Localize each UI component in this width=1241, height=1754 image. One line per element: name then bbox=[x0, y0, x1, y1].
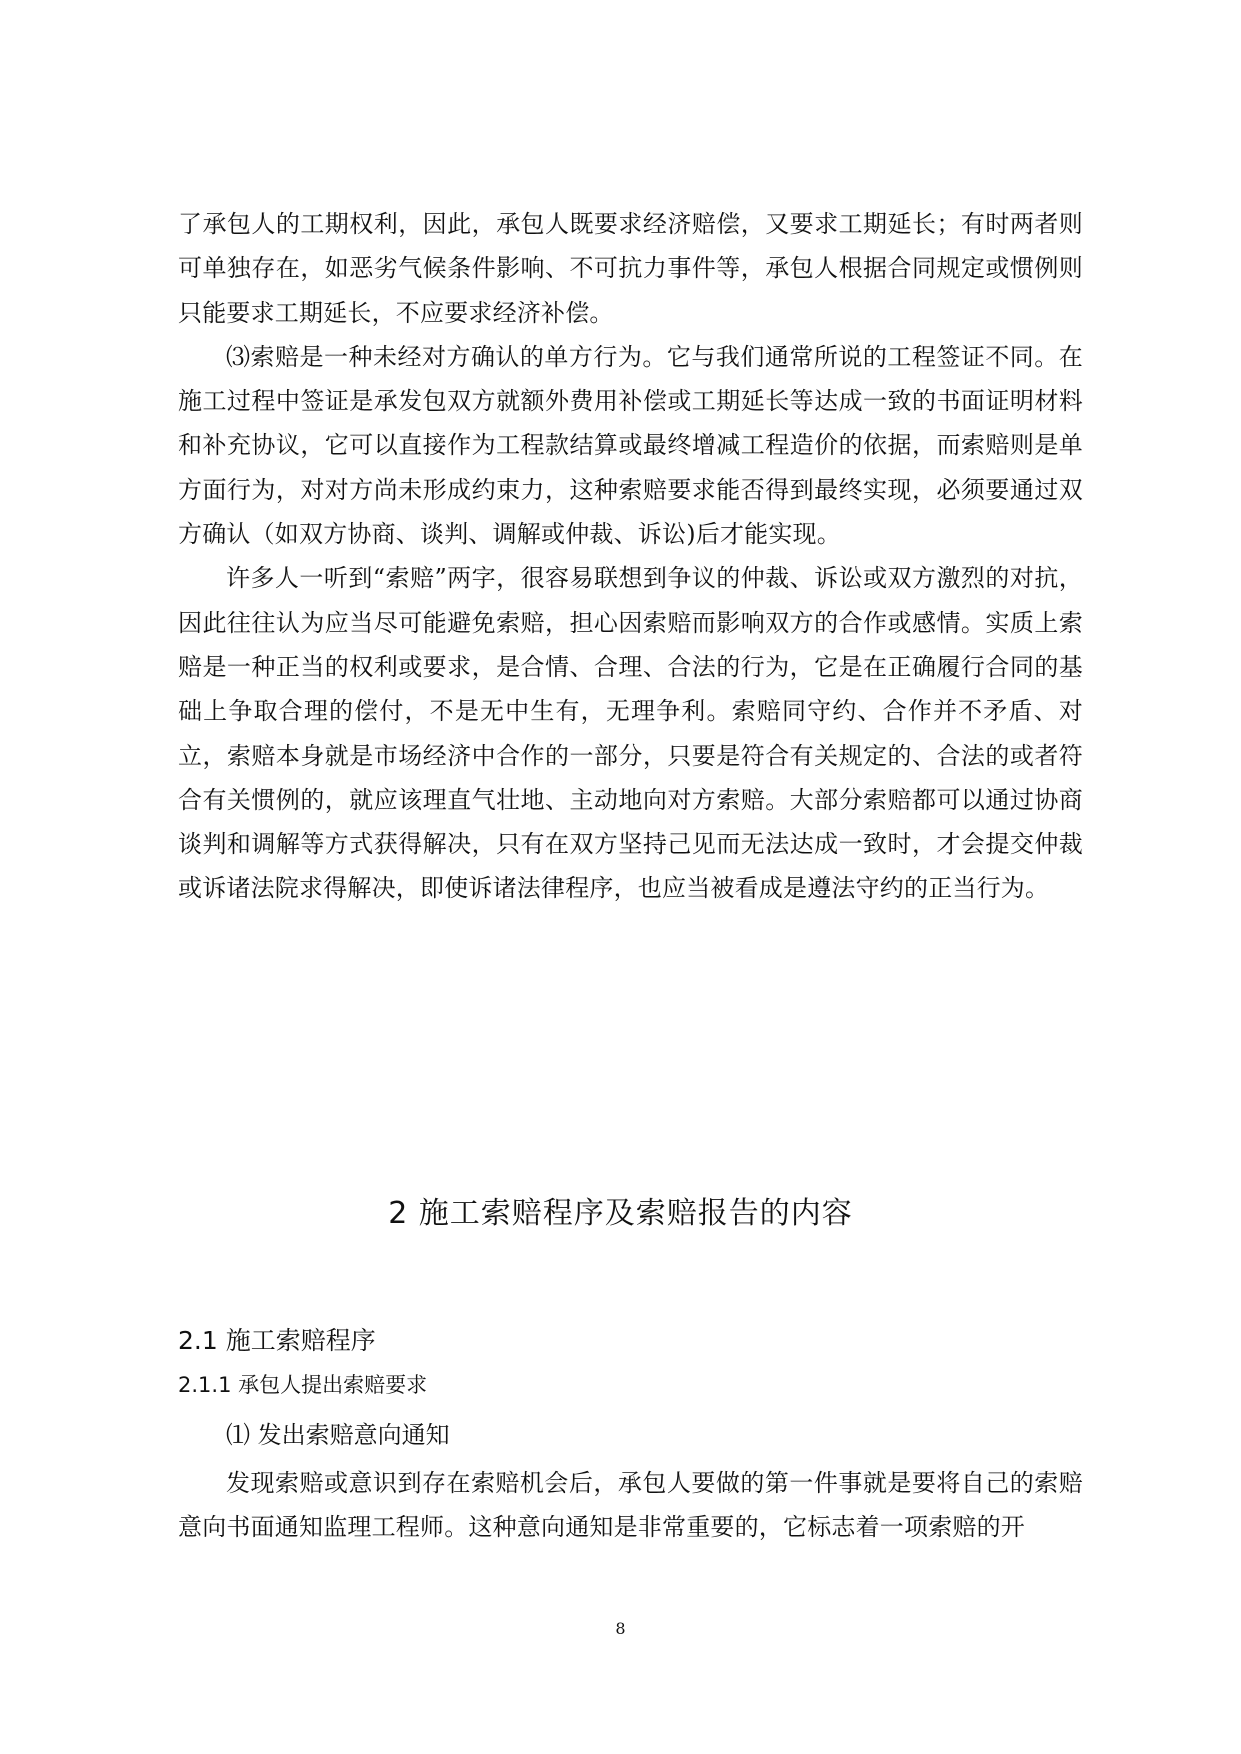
body-text-upper bbox=[178, 202, 1083, 911]
item-heading: ⑴ 发出索赔意向通知 bbox=[226, 1421, 450, 1449]
paragraph-1: 了承包人的工期权利，因此，承包人既要求经济赔偿，又要求工期延长；有时两者则可单独存在，如恶劣气候条件影响、不可抗力事件等，承包人根据合同规定或惯例则只能要求工期延长，不应要求经济补偿。 bbox=[178, 210, 1083, 327]
section-title: 2.1 施工索赔程序 bbox=[178, 1326, 376, 1355]
page-number: 8 bbox=[615, 1619, 626, 1638]
body-text-lower bbox=[178, 1461, 1083, 1550]
chapter-title: 2 施工索赔程序及索赔报告的内容 bbox=[388, 1196, 853, 1231]
subsection-title: 2.1.1 承包人提出索赔要求 bbox=[178, 1373, 428, 1397]
paragraph-2: ⑶索赔是一种未经对方确认的单方行为。它与我们通常所说的工程签证不同。在施工过程中签证是承发包双方就额外费用补偿或工期延长等达成一致的书面证明材料和补充协议，它可以直接作为工程款结算或最终增减工程造价的依据，而索赔则是单方面行为，对对方尚未形成约束力，这种索赔要求能否得到最终实现，必须要通过双方确认（如双方协商、谈判、调解或仲裁、诉讼)后才能实现。 bbox=[178, 342, 1083, 549]
paragraph-4: 发现索赔或意识到存在索赔机会后，承包人要做的第一件事就是要将自己的索赔意向书面通知监理工程师。这种意向通知是非常重要的，它标志着一项索赔的开 bbox=[178, 1469, 1083, 1542]
paragraph-3: 许多人一听到“索赔”两字，很容易联想到争议的仲裁、诉讼或双方激烈的对抗，因此往往认为应当尽可能避免索赔，担心因索赔而影响双方的合作或感情。实质上索赔是一种正当的权利或要求，是合情、合理、合法的行为，它是在正确履行合同的基础上争取合理的偿付，不是无中生有，无理争利。索赔同守约、合作并不矛盾、对立，索赔本身就是市场经济中合作的一部分，只要是符合有关规定的、合法的或者符合有关惯例的，就应该理直气壮地、主动地向对方索赔。大部分索赔都可以通过协商谈判和调解等方式获得解决，只有在双方坚持己见而无法达成一致时，才会提交仲裁或诉诸法院求得解决，即使诉诸法律程序，也应当被看成是遵法守约的正当行为。 bbox=[178, 564, 1083, 903]
